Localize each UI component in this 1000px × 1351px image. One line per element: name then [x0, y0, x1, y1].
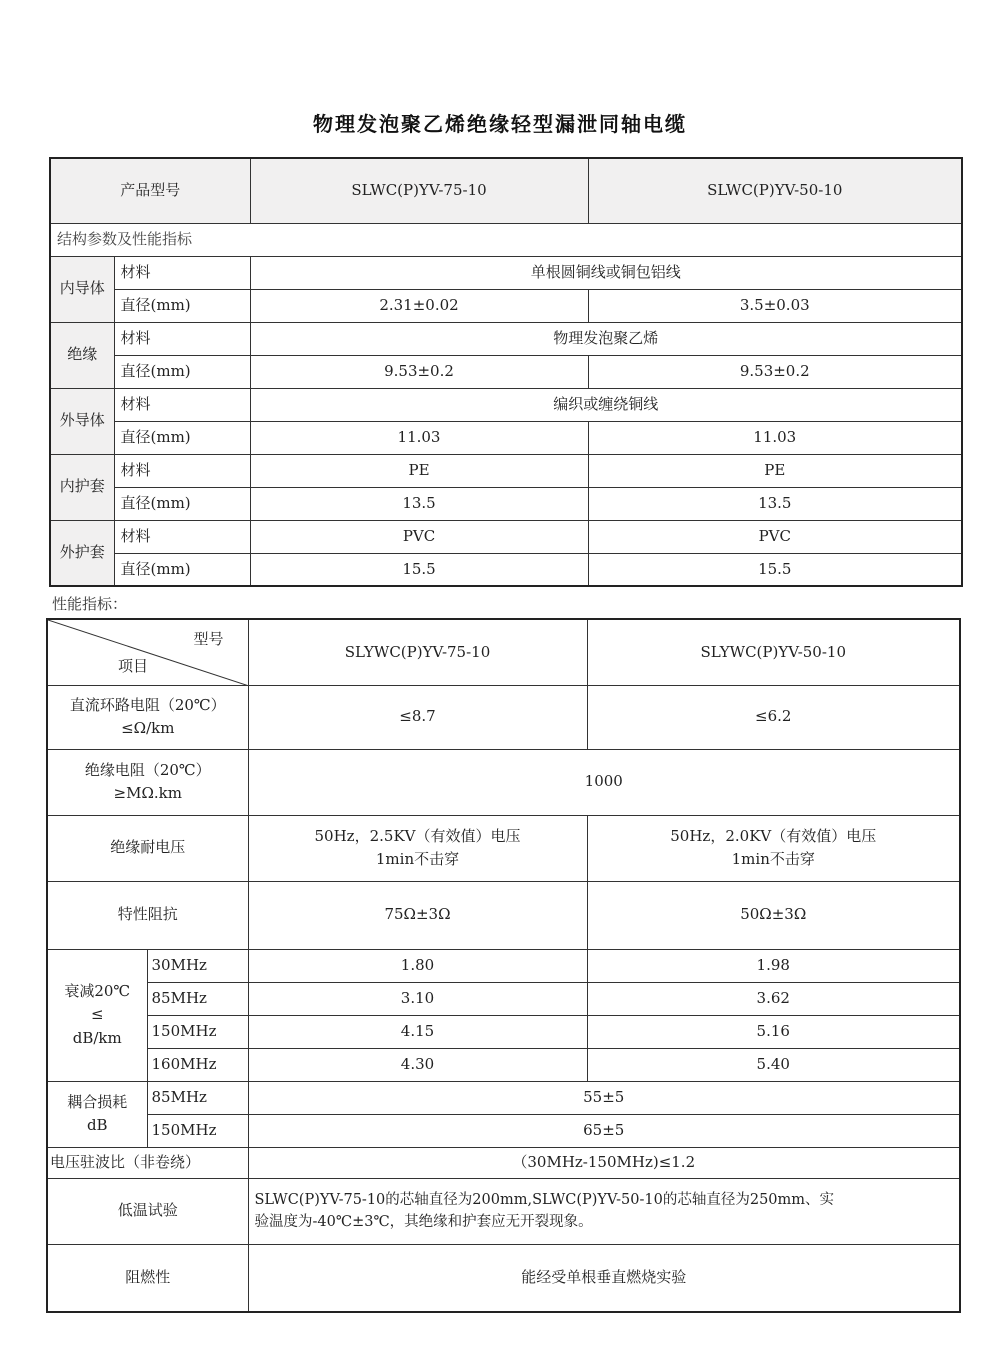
- withstand-voltage-a: [248, 815, 587, 881]
- product-model-header: 产品型号: [50, 158, 250, 223]
- diameter-label: 直径(mm): [114, 355, 250, 388]
- impedance-a: 75Ω±3Ω: [248, 881, 587, 949]
- section-performance-label: 性能指标：: [52, 595, 128, 613]
- attenuation-freq: 30MHz: [147, 949, 248, 982]
- inner-conductor-dia-a: 2.31±0.02: [250, 289, 588, 322]
- insulation-dia-b: 9.53±0.2: [588, 355, 962, 388]
- attenuation-a: 1.80: [248, 949, 587, 982]
- attenuation-b: 3.62: [587, 982, 960, 1015]
- corner-item-label: 项目: [118, 657, 149, 676]
- coupling-loss-label-line1: 耦合损耗: [67, 1092, 128, 1111]
- coupling-loss-label-line2: dB: [86, 1116, 108, 1134]
- inner-sheath-material-a: PE: [250, 454, 588, 487]
- material-label: 材料: [114, 322, 250, 355]
- structure-table: [49, 157, 963, 587]
- inner-sheath-material-b: PE: [588, 454, 962, 487]
- material-label: 材料: [114, 520, 250, 553]
- impedance-label: 特性阻抗: [47, 881, 248, 949]
- material-label: 材料: [114, 454, 250, 487]
- attenuation-a: 4.15: [248, 1015, 587, 1048]
- diameter-label: 直径(mm): [114, 289, 250, 322]
- dc-resistance-b: ≤6.2: [587, 685, 960, 749]
- flame-value: 能经受单根垂直燃烧实验: [248, 1244, 960, 1312]
- outer-sheath-material-a: PVC: [250, 520, 588, 553]
- flame-label: 阻燃性: [47, 1244, 248, 1312]
- withstand-voltage-a-line1: 50Hz，2.5KV（有效值）电压: [314, 826, 521, 845]
- model-a-header: SLWC(P)YV-75-10: [250, 158, 588, 223]
- attenuation-freq: 160MHz: [147, 1048, 248, 1081]
- dc-resistance-label: [47, 685, 248, 749]
- insulation-dia-a: 9.53±0.2: [250, 355, 588, 388]
- coupling-loss-freq: 85MHz: [147, 1081, 248, 1114]
- corner-model-label: 型号: [193, 630, 224, 648]
- group-inner-conductor: 内导体: [50, 256, 114, 322]
- diameter-label: 直径(mm): [114, 553, 250, 586]
- coupling-loss-label: [47, 1081, 147, 1147]
- outer-conductor-dia-a: 11.03: [250, 421, 588, 454]
- attenuation-freq: 150MHz: [147, 1015, 248, 1048]
- attenuation-label-line3: dB/km: [72, 1028, 122, 1047]
- outer-sheath-dia-b: 15.5: [588, 553, 962, 586]
- attenuation-label: [47, 949, 147, 1081]
- document-title: 物理发泡聚乙烯绝缘轻型漏泄同轴电缆: [313, 112, 687, 136]
- inner-sheath-dia-b: 13.5: [588, 487, 962, 520]
- attenuation-a: 4.30: [248, 1048, 587, 1081]
- insulation-resistance-label-line2: ≥MΩ.km: [113, 784, 182, 802]
- section-structure-label: 结构参数及性能指标: [50, 223, 962, 256]
- coupling-loss-value: 55±5: [248, 1081, 960, 1114]
- attenuation-b: 5.16: [587, 1015, 960, 1048]
- inner-sheath-dia-a: 13.5: [250, 487, 588, 520]
- attenuation-freq: 85MHz: [147, 982, 248, 1015]
- vswr-label: 电压驻波比（非卷绕）: [47, 1147, 248, 1178]
- performance-table: [46, 618, 961, 1313]
- diameter-label: 直径(mm): [114, 421, 250, 454]
- group-outer-conductor: 外导体: [50, 388, 114, 454]
- group-outer-sheath: 外护套: [50, 520, 114, 586]
- material-label: 材料: [114, 256, 250, 289]
- outer-sheath-material-b: PVC: [588, 520, 962, 553]
- attenuation-label-line1: 衰减20℃: [64, 982, 131, 1001]
- coupling-loss-value: 65±5: [248, 1114, 960, 1147]
- outer-sheath-dia-a: 15.5: [250, 553, 588, 586]
- withstand-voltage-b-line2: 1min不击穿: [731, 850, 815, 868]
- model-a-header: SLYWC(P)YV-75-10: [248, 619, 587, 685]
- withstand-voltage-a-line2: 1min不击穿: [375, 850, 460, 868]
- low-temp-text-line2: 验温度为-40℃±3℃，其绝缘和护套应无开裂现象。: [254, 1214, 593, 1230]
- insulation-resistance-label-line1: 绝缘电阻（20℃）: [84, 760, 211, 779]
- attenuation-b: 1.98: [587, 949, 960, 982]
- outer-conductor-dia-b: 11.03: [588, 421, 962, 454]
- withstand-voltage-b: [587, 815, 960, 881]
- material-label: 材料: [114, 388, 250, 421]
- withstand-voltage-b-line1: 50Hz，2.0KV（有效值）电压: [670, 826, 877, 845]
- coupling-loss-freq: 150MHz: [147, 1114, 248, 1147]
- low-temp-text: [248, 1178, 960, 1244]
- insulation-resistance-value: 1000: [248, 749, 960, 815]
- low-temp-text-line1: SLWC(P)YV-75-10的芯轴直径为200mm,SLWC(P)YV-50-10的芯轴直径为250mm、实: [254, 1191, 835, 1208]
- withstand-voltage-label: 绝缘耐电压: [47, 815, 248, 881]
- dc-resistance-a: ≤8.7: [248, 685, 587, 749]
- attenuation-b: 5.40: [587, 1048, 960, 1081]
- attenuation-a: 3.10: [248, 982, 587, 1015]
- attenuation-label-line2: ≤: [90, 1005, 104, 1024]
- insulation-material: 物理发泡聚乙烯: [250, 322, 962, 355]
- low-temp-label: 低温试验: [47, 1178, 248, 1244]
- model-b-header: SLWC(P)YV-50-10: [588, 158, 962, 223]
- impedance-b: 50Ω±3Ω: [587, 881, 960, 949]
- diameter-label: 直径(mm): [114, 487, 250, 520]
- vswr-value: （30MHz-150MHz)≤1.2: [248, 1147, 960, 1178]
- inner-conductor-dia-b: 3.5±0.03: [588, 289, 962, 322]
- dc-resistance-label-line1: 直流环路电阻（20℃）: [69, 695, 226, 714]
- corner-header: [47, 619, 248, 685]
- outer-conductor-material: 编织或缠绕铜线: [250, 388, 962, 421]
- group-inner-sheath: 内护套: [50, 454, 114, 520]
- insulation-resistance-label: [47, 749, 248, 815]
- inner-conductor-material: 单根圆铜线或铜包铝线: [250, 256, 962, 289]
- dc-resistance-label-line2: ≤Ω/km: [121, 719, 175, 737]
- group-insulation: 绝缘: [50, 322, 114, 388]
- model-b-header: SLYWC(P)YV-50-10: [587, 619, 960, 685]
